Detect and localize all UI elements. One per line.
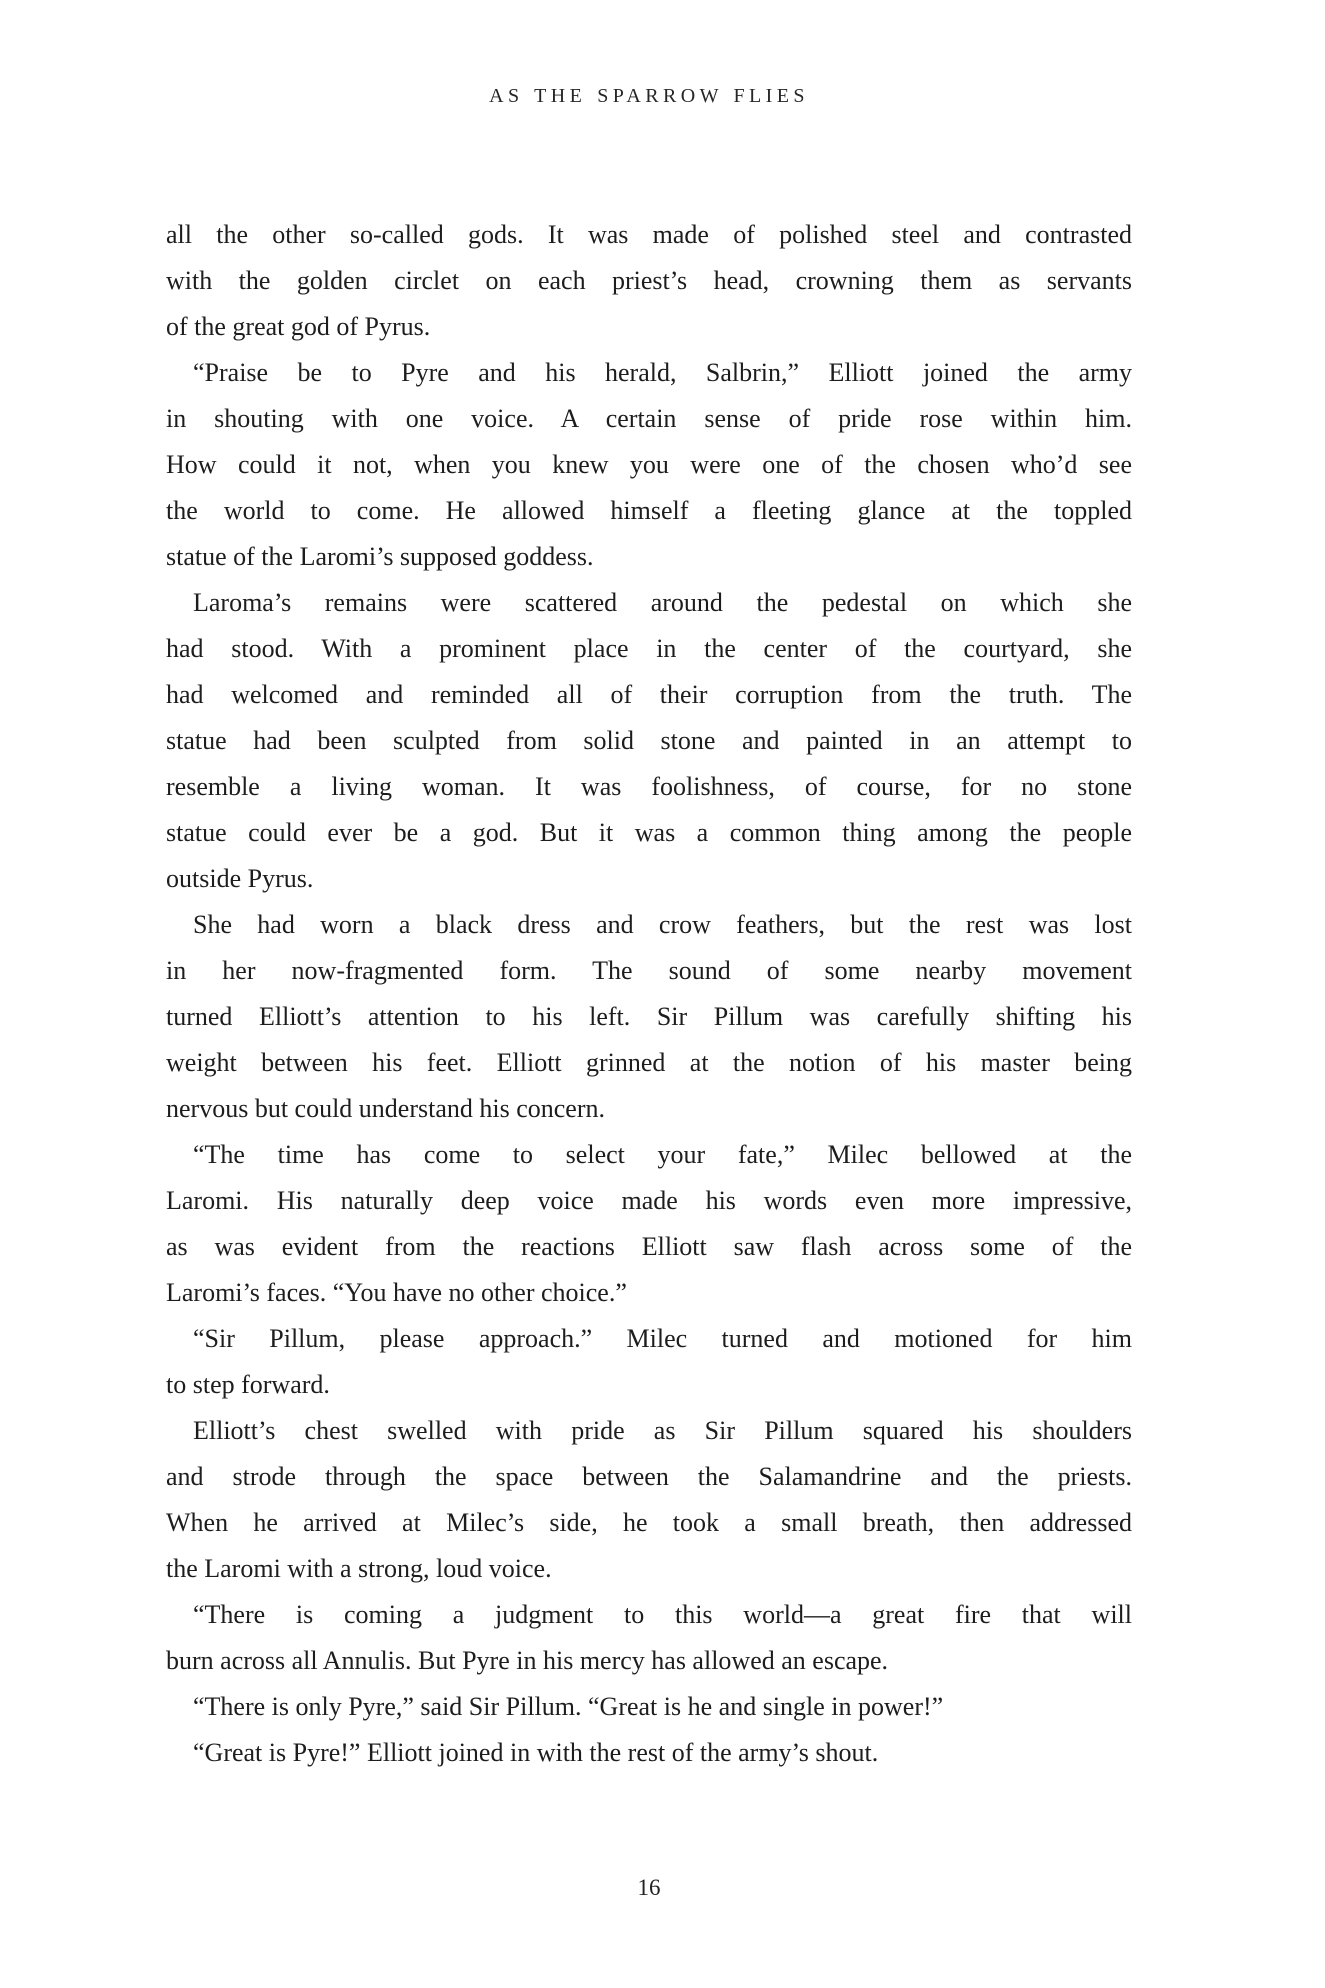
text-line: statue had been sculpted from solid stone and painted in an attempt to (166, 726, 1132, 755)
text-line: turned Elliott’s attention to his left. Sir Pillum was carefully shifting his (166, 1002, 1132, 1031)
paragraph (166, 1684, 1132, 1730)
running-header: AS THE SPARROW FLIES (489, 85, 809, 107)
paragraph (166, 1730, 1132, 1776)
text-line: “Sir Pillum, please approach.” Milec turned and motioned for him (193, 1324, 1132, 1353)
text-line: the Laromi with a strong, loud voice. (166, 1554, 552, 1583)
text-line: weight between his feet. Elliott grinned at the notion of his master being (166, 1048, 1132, 1077)
page-number: 16 (637, 1875, 661, 1900)
text-line: had stood. With a prominent place in the center of the courtyard, she (166, 634, 1132, 663)
text-line: had welcomed and reminded all of their corruption from the truth. The (166, 680, 1132, 709)
text-line: When he arrived at Milec’s side, he took a small breath, then addressed (166, 1508, 1132, 1537)
paragraph (166, 1316, 1132, 1408)
text-line: She had worn a black dress and crow feathers, but the rest was lost (193, 910, 1132, 939)
text-line: How could it not, when you knew you were one of the chosen who’d see (166, 450, 1132, 479)
text-line: nervous but could understand his concern. (166, 1094, 606, 1123)
text-line: outside Pyrus. (166, 864, 314, 893)
text-line: as was evident from the reactions Elliott saw flash across some of the (166, 1232, 1132, 1261)
paragraph (166, 212, 1132, 350)
paragraph (166, 1132, 1132, 1316)
text-line: with the golden circlet on each priest’s head, crowning them as servants (166, 266, 1132, 295)
text-line: “There is only Pyre,” said Sir Pillum. “Great is he and single in power!” (193, 1692, 944, 1721)
paragraph (166, 902, 1132, 1132)
text-line: resemble a living woman. It was foolishness, of course, for no stone (166, 772, 1132, 801)
text-line: Laromi’s faces. “You have no other choice.” (166, 1278, 627, 1307)
text-line: Laroma’s remains were scattered around the pedestal on which she (193, 588, 1132, 617)
text-line: statue of the Laromi’s supposed goddess. (166, 542, 594, 571)
text-line: “Praise be to Pyre and his herald, Salbrin,” Elliott joined the army (193, 358, 1132, 387)
body-text (166, 212, 1132, 1776)
text-line: statue could ever be a god. But it was a common thing among the people (166, 818, 1132, 847)
paragraph (166, 1592, 1132, 1684)
text-line: burn across all Annulis. But Pyre in his mercy has allowed an escape. (166, 1646, 889, 1675)
text-line: Elliott’s chest swelled with pride as Sir Pillum squared his shoulders (193, 1416, 1132, 1445)
text-line: Laromi. His naturally deep voice made his words even more impressive, (166, 1186, 1132, 1215)
text-line: “There is coming a judgment to this world—a great fire that will (193, 1600, 1132, 1629)
paragraph (166, 580, 1132, 902)
text-line: of the great god of Pyrus. (166, 312, 431, 341)
text-line: to step forward. (166, 1370, 330, 1399)
text-line: in shouting with one voice. A certain sense of pride rose within him. (166, 404, 1132, 433)
text-line: “The time has come to select your fate,” Milec bellowed at the (193, 1140, 1132, 1169)
paragraph (166, 1408, 1132, 1592)
paragraph (166, 350, 1132, 580)
text-line: the world to come. He allowed himself a fleeting glance at the toppled (166, 496, 1132, 525)
text-line: “Great is Pyre!” Elliott joined in with the rest of the army’s shout. (193, 1738, 879, 1767)
text-line: all the other so-called gods. It was made of polished steel and contrasted (166, 220, 1132, 249)
text-line: and strode through the space between the Salamandrine and the priests. (166, 1462, 1132, 1491)
text-line: in her now-fragmented form. The sound of some nearby movement (166, 956, 1132, 985)
